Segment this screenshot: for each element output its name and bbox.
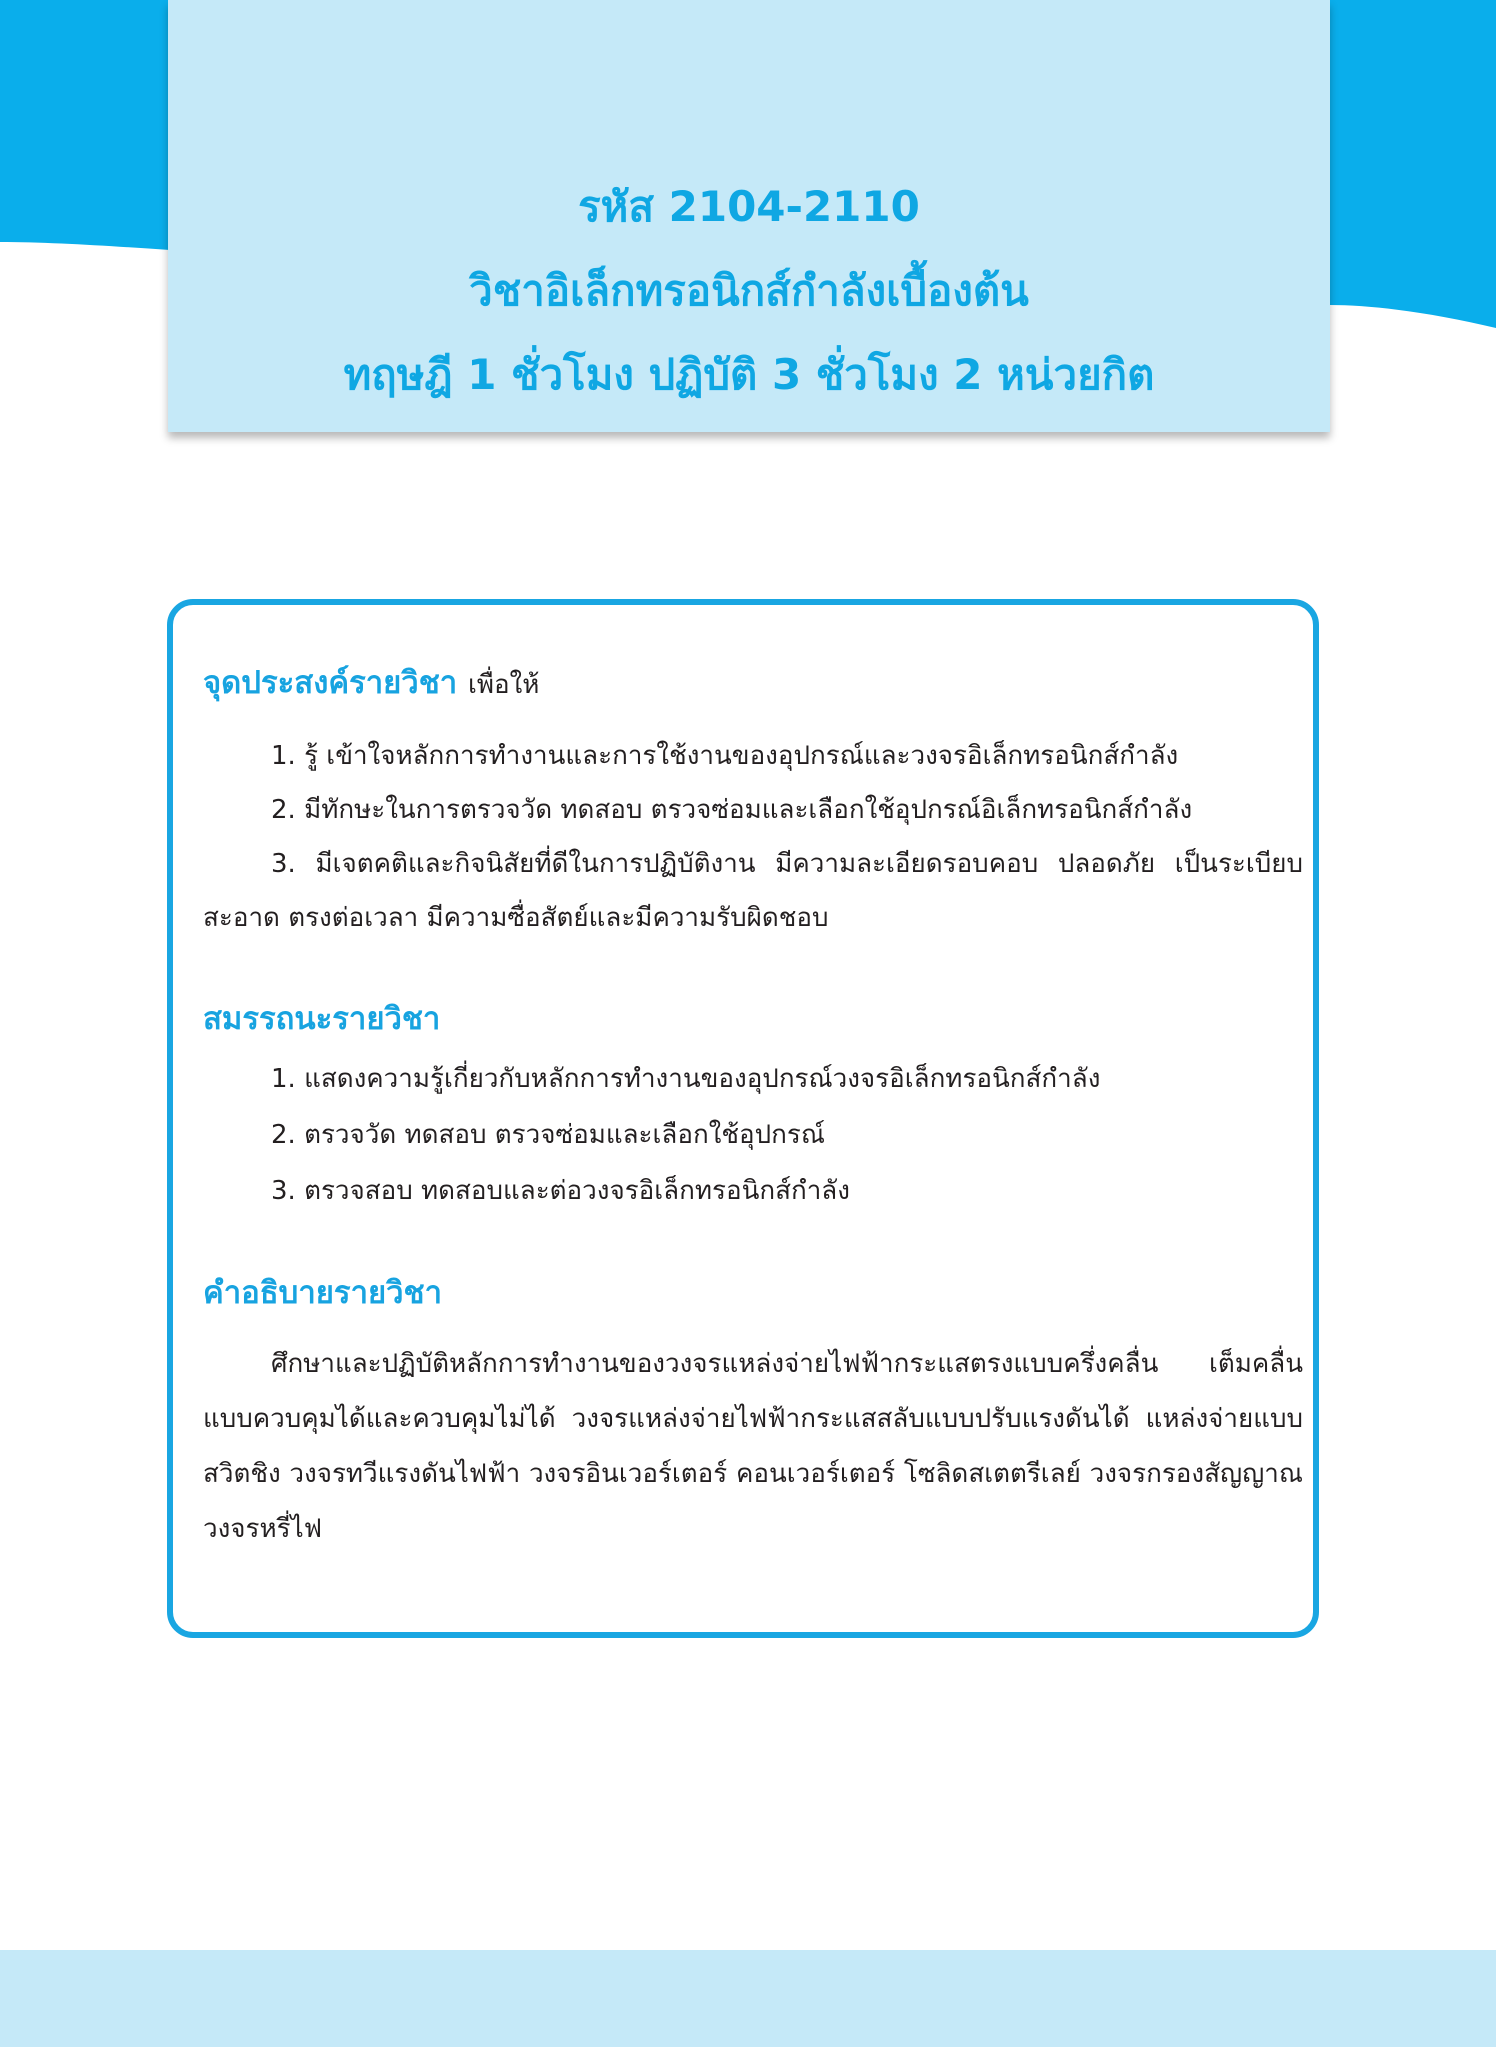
- objectives-title-suffix: เพื่อให้: [467, 670, 540, 700]
- objective-item: 2. มีทักษะในการตรวจวัด ทดสอบ ตรวจซ่อมและเลือกใช้อุปกรณ์อิเล็กทรอนิกส์กำลัง: [271, 795, 1193, 825]
- description-title: คำอธิบายรายวิชา: [203, 1275, 443, 1311]
- competencies-list: [203, 1051, 1303, 1219]
- course-header-card: [168, 0, 1330, 432]
- course-hours-credits: ทฤษฎี 1 ชั่วโมง ปฏิบัติ 3 ชั่วโมง 2 หน่วยกิต: [343, 350, 1155, 399]
- objectives-heading: [203, 657, 1303, 707]
- course-details-content: [203, 657, 1303, 1557]
- course-code: รหัส 2104-2110: [578, 182, 920, 231]
- course-details-box: [167, 599, 1319, 1638]
- competencies-title: สมรรถนะรายวิชา: [203, 1001, 441, 1037]
- objectives-title: จุดประสงค์รายวิชา: [203, 665, 458, 701]
- competency-item: 2. ตรวจวัด ทดสอบ ตรวจซ่อมและเลือกใช้อุปกรณ์: [271, 1120, 825, 1150]
- competency-item: 1. แสดงความรู้เกี่ยวกับหลักการทำงานของอุปกรณ์วงจรอิเล็กทรอนิกส์กำลัง: [271, 1064, 1101, 1094]
- course-header-text: [168, 165, 1330, 417]
- course-name: วิชาอิเล็กทรอนิกส์กำลังเบื้องต้น: [469, 266, 1029, 315]
- objective-item: 1. รู้ เข้าใจหลักการทำงานและการใช้งานของอุปกรณ์และวงจรอิเล็กทรอนิกส์กำลัง: [271, 741, 1179, 771]
- objective-item: 3. มีเจตคติและกิจนิสัยที่ดีในการปฏิบัติงาน มีความละเอียดรอบคอบ ปลอดภัย เป็นระเบียบ สะอาด ตรงต่อเวลา มีความซื่อสัตย์และมีความรับผิดชอบ: [203, 849, 1303, 933]
- objectives-list: [203, 729, 1303, 945]
- description-text: ศึกษาและปฏิบัติหลักการทำงานของวงจรแหล่งจ่ายไฟฟ้ากระแสตรงแบบครึ่งคลื่น เต็มคลื่น แบบควบคุมได้และควบคุมไม่ได้ วงจรแหล่งจ่ายไฟฟ้ากระแสสลับแบบปรับแรงดันได้ แหล่งจ่ายแบบสวิตชิง วงจรทวีแรงดันไฟฟ้า วงจรอินเวอร์เตอร์ คอนเวอร์เตอร์ โซลิดสเตตรีเลย์ วงจรกรองสัญญาณ วงจรหรี่ไฟ: [203, 1349, 1303, 1544]
- competency-item: 3. ตรวจสอบ ทดสอบและต่อวงจรอิเล็กทรอนิกส์กำลัง: [271, 1176, 850, 1206]
- footer-band: [0, 1950, 1496, 2047]
